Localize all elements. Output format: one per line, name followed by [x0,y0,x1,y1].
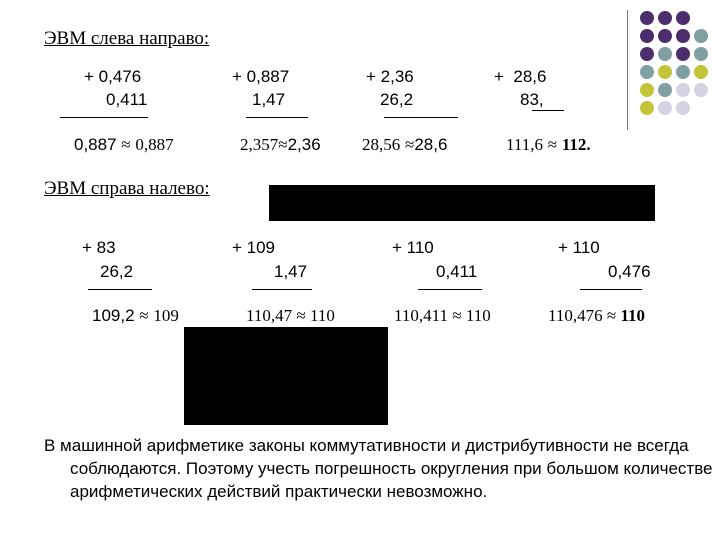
decor-dot [640,47,654,61]
decor-dot [658,47,672,61]
sum-underline [88,289,152,290]
addend-bottom: 26,2 [100,262,134,281]
decor-dot [676,47,690,61]
decor-dot [640,11,654,25]
sum-result: 109,2 ≈ 109 [92,306,179,325]
sum-result: 28,56 ≈28,6 [362,135,448,154]
sum-underline [532,110,564,111]
sum-underline [418,289,482,290]
decor-dot [694,29,708,43]
sum-result: 0,887 ≈ 0,887 [74,135,174,154]
redacted-block [184,327,388,425]
sum-underline [246,117,308,118]
addend-top: + 0,476 [84,67,142,86]
redacted-block [269,185,655,221]
addend-bottom: 0,476 [608,262,651,281]
decor-dot [658,29,672,43]
decor-dot [640,101,654,115]
heading-right-to-left: ЭВМ справа налево: [44,178,210,199]
sum-underline [252,289,312,290]
sum-underline [60,117,148,118]
addend-top: + 110 [558,238,600,257]
addend-top: + 109 [232,238,276,257]
addend-bottom: 0,411 [106,90,148,109]
decor-dot [676,65,690,79]
sum-underline [580,289,642,290]
sum-result: 2,357≈2,36 [240,135,321,154]
addend-top: + 0,887 [232,67,290,86]
decor-dot [658,65,672,79]
addend-top: + 83 [82,238,116,257]
sum-result: 110,411 ≈ 110 [394,306,491,325]
decor-dot [676,101,690,115]
decor-dot [658,83,672,97]
addend-top: + 2,36 [366,67,414,86]
sum-result: 111,6 ≈ 112. [506,135,591,154]
addend-bottom: 1,47 [274,262,308,281]
decor-dot [658,101,672,115]
decorative-vertical-rule [627,10,628,130]
decor-dot [694,65,708,79]
decor-dot [676,29,690,43]
addend-bottom: 1,47 [252,90,286,109]
addend-bottom: 26,2 [380,90,414,109]
sum-result: 110,476 ≈ 110 [548,306,646,325]
addend-bottom: 0,411 [436,262,478,281]
sum-underline [384,117,458,118]
addend-top: + 110 [392,238,434,257]
decor-dot [676,11,690,25]
decor-dot [694,83,708,97]
decor-dot [676,83,690,97]
decor-dot [640,29,654,43]
conclusion-text: В машинной арифметике законы коммутативности и дистрибутивности не всегда соблюдаются. Поэтому учесть погрешность округления при большом количестве арифметических действий практически невозможно. [44,436,713,501]
decor-dot [640,65,654,79]
addend-top: + 28,6 [494,67,547,86]
heading-left-to-right: ЭВМ слева направо: [44,28,210,49]
sum-result: 110,47 ≈ 110 [246,306,335,325]
addend-bottom: 83, [520,90,544,109]
decor-dot [658,11,672,25]
decor-dot [640,83,654,97]
decor-dot [694,47,708,61]
